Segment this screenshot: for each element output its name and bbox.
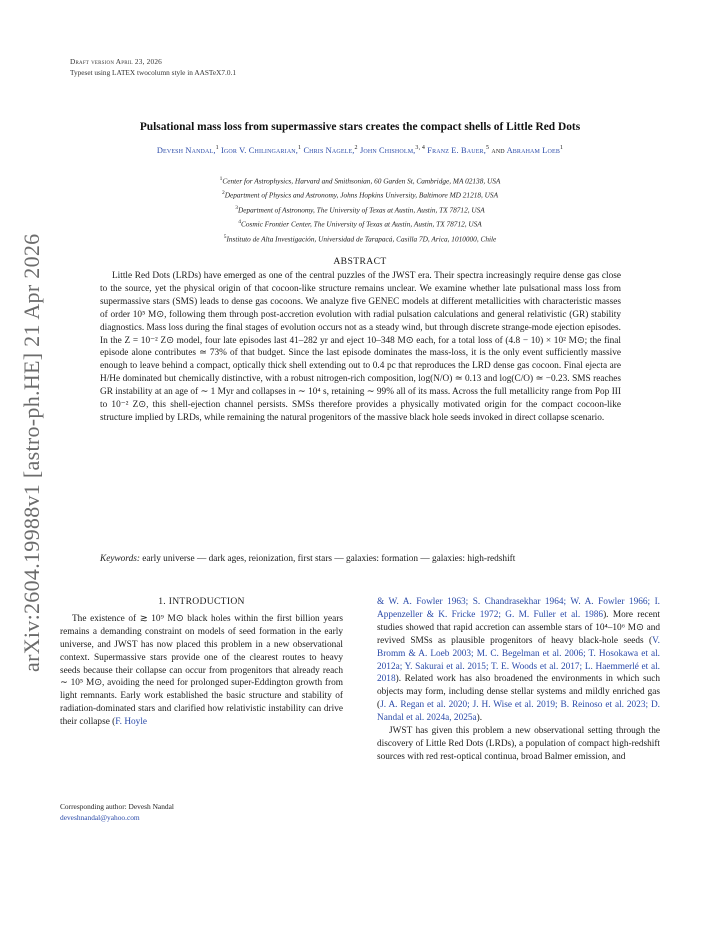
author-link[interactable]: Franz E. Bauer,: [427, 145, 486, 155]
intro-paragraph: The existence of ≳ 10⁹ M⊙ black holes within the first billion years remains a demanding constraint on models of seed formation in the early universe, and JWST has now placed this problem in a new observational context. Supermassive stars provide one of the clearest routes to heavy seeds because their collapse can occur from progenitors that already reach ∼ 10⁵ M⊙, avoiding the need for prolonged super-Eddington growth from light remnants. Early work established the basic structure and stability of radiation-dominated stars and clarified how relativistic instability can drive their collapse (F. Hoyle: [60, 613, 343, 728]
typeset-line: Typeset using LATEX twocolumn style in AASTeX7.0.1: [70, 68, 236, 77]
citation-link[interactable]: V. Bromm & A. Loeb 2003; M. C. Begelman et al. 2006; T. Hosokawa et al. 2012a; Y. Sakurai et al. 2015; T. E. Woods et al. 2017; L. Haemmerlé et al. 2018: [377, 635, 660, 685]
draft-version-line: Draft version April 23, 2026: [70, 57, 163, 66]
section-heading-introduction: 1. INTRODUCTION: [158, 596, 245, 607]
intro-paragraph-2: JWST has given this problem a new observational setting through the discovery of Little Red Dots (LRDs), a population of compact high-redshift sources with red rest-optical continua, broad Balmer emission, and: [377, 726, 660, 762]
affiliation: $^4$Cosmic Frontier Center, The University of Texas at Austin, Austin, TX 78712, USA: [238, 219, 482, 229]
corresponding-email-link[interactable]: deveshnandal@yahoo.com: [60, 813, 140, 822]
keywords: [100, 553, 621, 566]
corresponding-author: [60, 801, 174, 823]
affiliation: $^2$Department of Physics and Astronomy, Johns Hopkins University, Baltimore MD 21218, USA: [221, 190, 499, 200]
affiliation-list: [60, 173, 660, 245]
author-list: Devesh Nandal,$^1$ Igor V. Chilingarian,$^1$ Chris Nagele,$^2$ John Chisholm,$^{3, 4}$ Franz E. Bauer,$^5$ and Abraham Loeb$^1$: [156, 145, 564, 155]
keywords-label: Keywords:: [100, 554, 140, 564]
citation-link[interactable]: & W. A. Fowler 1963; S. Chandrasekhar 1964; W. A. Fowler 1966; I. Appenzeller & K. Fricke 1972; G. M. Fuller et al. 1986: [377, 597, 660, 620]
author-link[interactable]: Abraham Loeb: [506, 145, 560, 155]
paper-title: Pulsational mass loss from supermassive stars creates the compact shells of Little Red Dots: [139, 121, 581, 133]
abstract-body: Little Red Dots (LRDs) have emerged as one of the central puzzles of the JWST era. Their spectra increasingly require dense gas close to the source, yet the physical origin of that cocoon-like structure remains unclear. We examine whether late pulsational mass loss from supermassive stars (SMS) leads to dense gas cocoons. We analyze five GENEC models at different metallicities with characteristic masses of order 10⁵ M⊙, following them through post-accretion evolution with radial pulsation calculations and general relativistic (GR) stability diagnostics. Mass loss during the final stages of evolution occurs not as a steady wind, but through discrete strange-mode ejection episodes. In the Z = 10⁻² Z⊙ model, four late episodes last 41–282 yr and eject 10–348 M⊙ each, for a total loss of (4.8 − 10) × 10² M⊙; the final episode alone contributes ≃ 73% of that budget. Since the last episode dominates the mass-loss, it is the only event sufficiently massive enough to leave behind a compact, optically thick shell extending out to 0.4 pc that reproduces the LRD dense gas cocoon. Final ejecta are H/He dominated but chemically distinctive, with a robust nitrogen-rich composition, log(N/O) ≃ 0.13 and log(C/O) ≃ −0.23. SMS reaches GR instability at an age of ∼ 1 Myr and collapses in ∼ 10⁴ s, retaining ∼ 99% all of its mass. Across the full metallicity range from Pop III to 10⁻² Z⊙, this shell-ejection channel persists. SMSs therefore provides a physically motivated origin for the compact cocoon-like structure implied by LRDs, while remaining the natural progenitors of the massive black hole seeds invoked in direct collapse scenario.: [100, 271, 621, 423]
column-right: [377, 596, 660, 764]
keywords-text: early universe — dark ages, reionization, first stars — galaxies: formation — galaxies: high-redshift: [142, 554, 516, 564]
affiliation: $^1$Center for Astrophysics, Harvard and Smithsonian, 60 Garden St, Cambridge, MA 02138, USA: [219, 176, 501, 186]
affiliation: $^3$Department of Astronomy, The University of Texas at Austin, Austin, TX 78712, USA: [235, 204, 485, 215]
author-link[interactable]: Igor V. Chilingarian,: [220, 145, 299, 155]
affiliation: $^5$Instituto de Alta Investigación, Universidad de Tarapacá, Casilla 7D, Arica, 1010000, Chile: [223, 233, 497, 244]
intro-paragraph-continued: & W. A. Fowler 1963; S. Chandrasekhar 1964; W. A. Fowler 1966; I. Appenzeller & K. Fricke 1972; G. M. Fuller et al. 1986). More recent studies showed that rapid accretion can assemble stars of 10⁴–10⁶ M⊙ and revived SMSs as plausible progenitors of heavy black-hole seeds (V. Bromm & A. Loeb 2003; M. C. Begelman et al. 2006; T. Hosokawa et al. 2012a; Y. Sakurai et al. 2015; T. E. Woods et al. 2017; L. Haemmerlé et al. 2018). Related work has also broadened the environments in which such objects may form, including dense stellar systems and mildly enriched gas (J. A. Regan et al. 2020; J. H. Wise et al. 2019; B. Reinoso et al. 2023; D. Nandal et al. 2024a, 2025a).: [377, 597, 660, 724]
column-left: [60, 596, 343, 729]
author-link[interactable]: Chris Nagele,: [303, 145, 355, 155]
citation-link[interactable]: F. Hoyle: [115, 717, 148, 728]
citation-link[interactable]: J. A. Regan et al. 2020; J. H. Wise et al. 2019; B. Reinoso et al. 2023; D. Nandal et al. 2024a, 2025a: [377, 700, 660, 724]
author-link[interactable]: Devesh Nandal,: [156, 145, 216, 155]
arxiv-identifier: arXiv:2604.19988v1 [astro-ph.HE] 21 Apr 2026: [19, 233, 44, 672]
abstract-heading: ABSTRACT: [333, 256, 387, 267]
author-conjunction: and: [491, 145, 505, 155]
draft-header: [70, 56, 236, 78]
corresponding-author-label: Corresponding author: Devesh Nandal: [60, 802, 174, 811]
author-link[interactable]: John Chisholm,: [359, 145, 416, 155]
